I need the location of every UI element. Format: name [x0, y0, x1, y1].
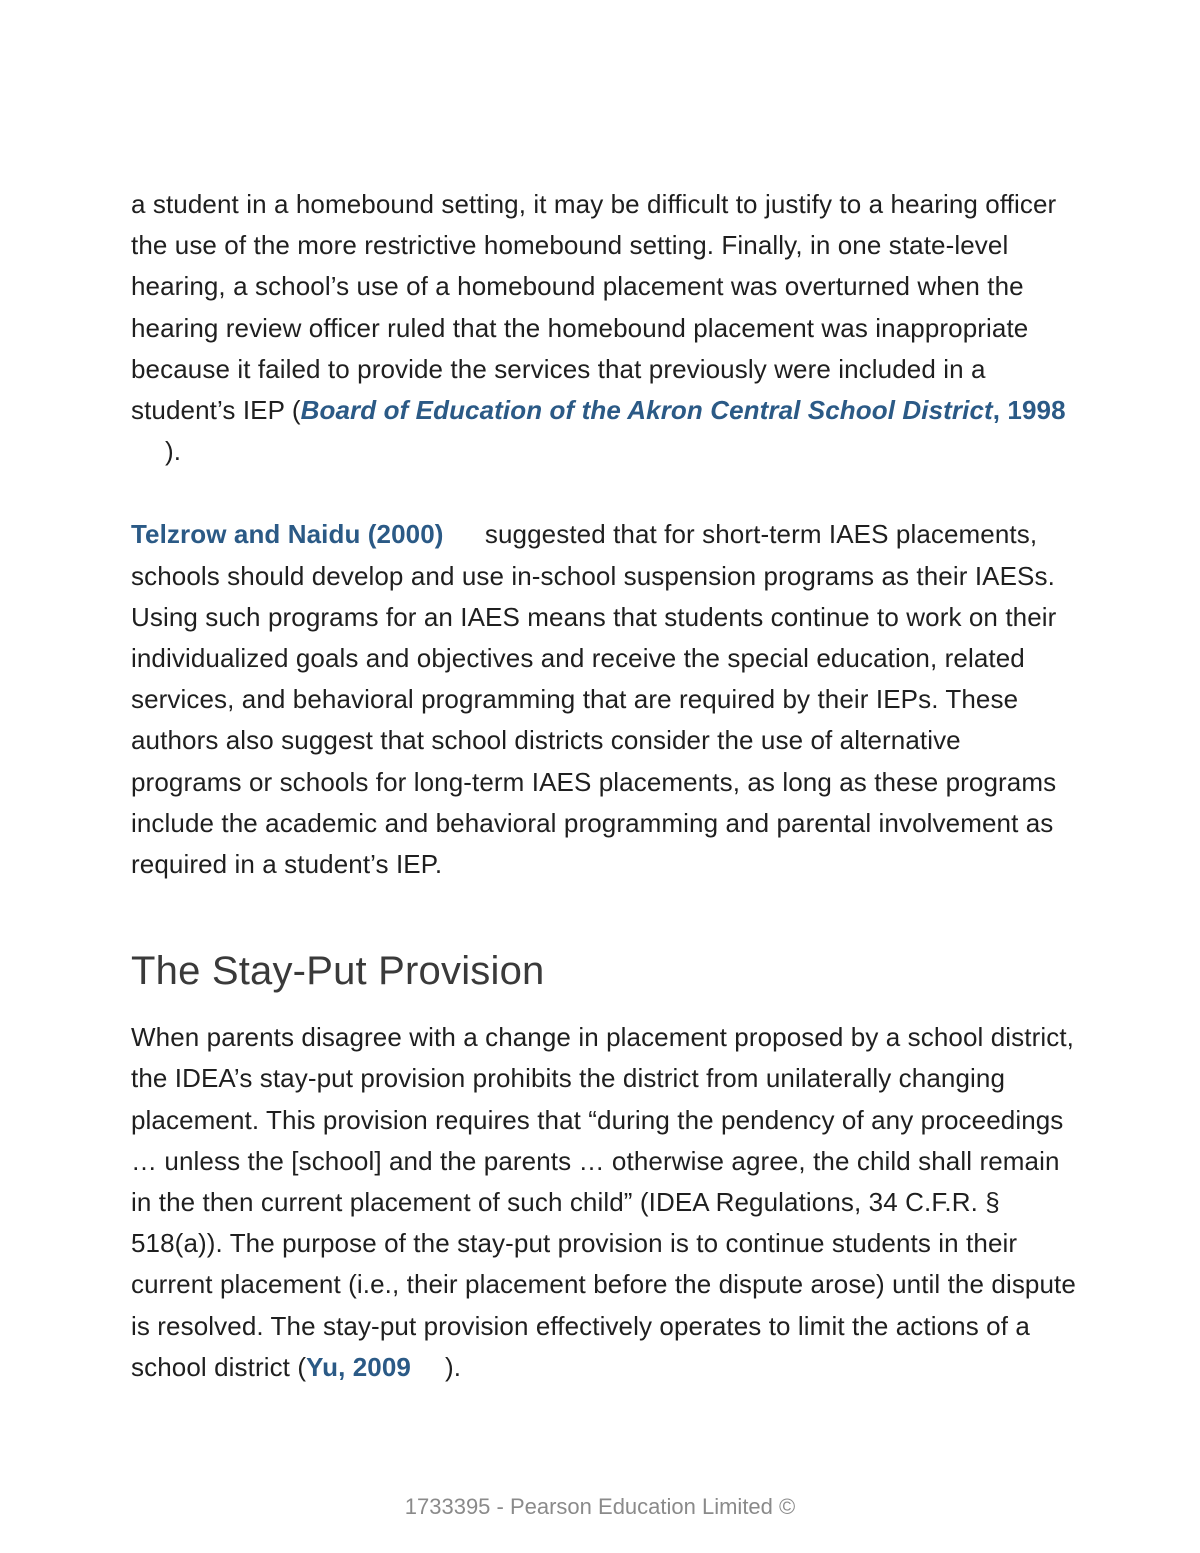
- paragraph-text-end: ).: [444, 1351, 462, 1382]
- paragraph-text: When parents disagree with a change in placement proposed by a school district, the IDEA’s stay-put provision prohibits the district from unilaterally changing placement. This provision requires that “during the pendency of any proceedings … unless the [school] and the parents … otherwise agree, the child shall remain in the then current placement of such child” (IDEA Regulations, 34 C.F.R. § 518(a)). The purpose of the stay-put provision is to continue students in their current placement (i.e., their placement before the dispute arose) until the dispute is resolved. The stay-put provision effectively operates to limit the actions of a school district (: [131, 1022, 1076, 1382]
- paragraph-text-end: ).: [165, 436, 182, 467]
- citation-year: , 1998: [992, 395, 1066, 426]
- paragraph-text: suggested that for short-term IAES placements, schools should develop and use in-school suspension programs as their IAESs. Using such programs for an IAES means that students continue to work on their individualized goals and objectives and receive the special education, related services, and behavioral programming that are required by their IEPs. These authors also suggest that school districts consider the use of alternative programs or schools for long-term IAES placements, as long as these programs include the academic and behavioral programming and parental involvement as required in a student’s IEP.: [131, 519, 1057, 880]
- document-body: [131, 184, 1076, 1388]
- section-heading: The Stay-Put Provision: [131, 949, 545, 994]
- citation-link-yu[interactable]: Yu, 2009: [306, 1351, 411, 1382]
- paragraph-homebound: [131, 184, 1076, 472]
- citation-title: Board of Education of the Akron Central School District: [300, 395, 993, 426]
- paragraph-telzrow: [131, 514, 1076, 885]
- paragraph-text: a student in a homebound setting, it may be difficult to justify to a hearing officer the use of the more restrictive homebound setting. Finally, in one state-level hearing, a school’s use of a homebound placement was overturned when the hearing review officer ruled that the homebound placement was inappropriate because it failed to provide the services that previously were included in a student’s IEP (: [131, 189, 1057, 426]
- citation-link-board-of-education[interactable]: [301, 395, 1066, 425]
- paragraph-stay-put: [131, 1017, 1076, 1388]
- page-footer: 1733395 - Pearson Education Limited ©: [404, 1494, 796, 1519]
- citation-link-telzrow-naidu[interactable]: Telzrow and Naidu (2000): [131, 519, 444, 550]
